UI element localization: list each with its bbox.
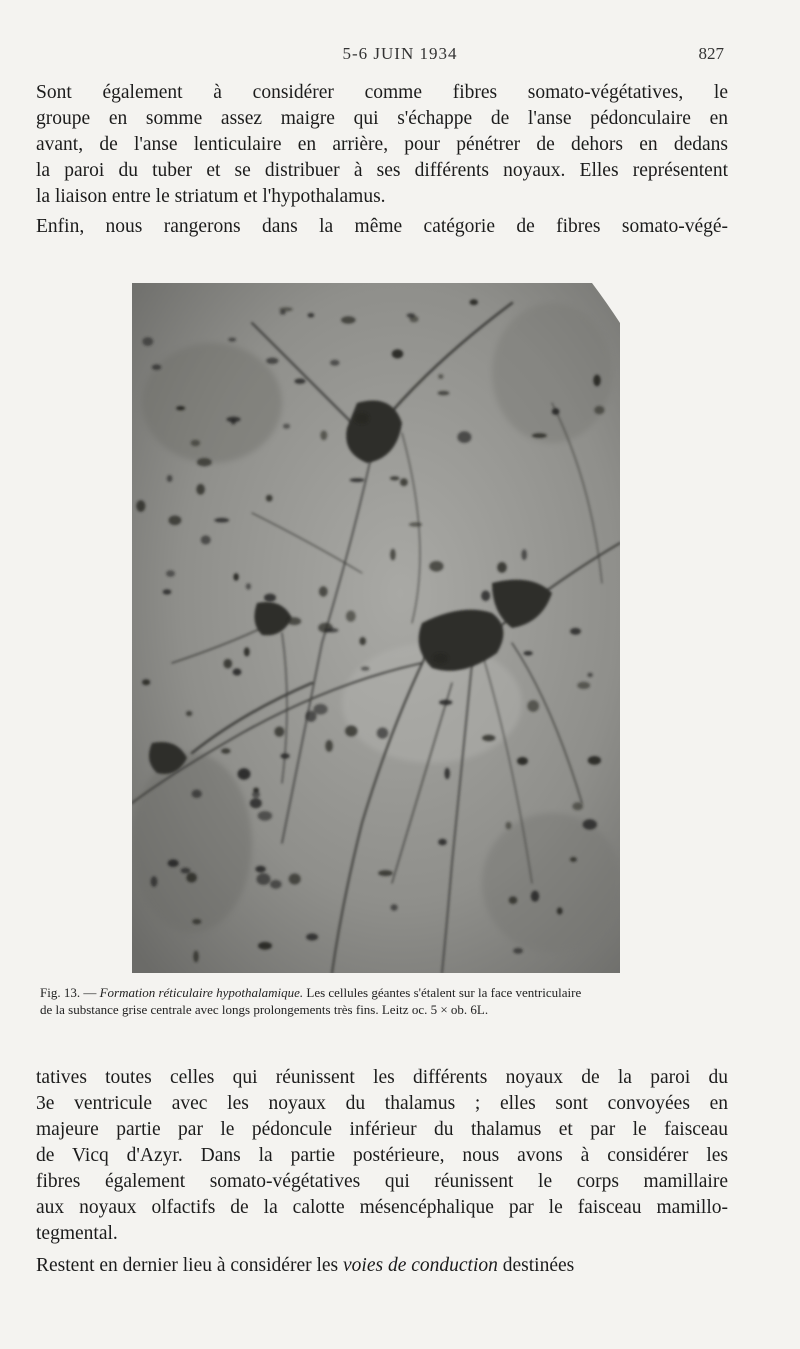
cell-nucleus: [319, 586, 328, 596]
cell-nucleus: [524, 651, 533, 656]
cell-nucleus: [228, 338, 236, 342]
cell-nucleus: [176, 406, 185, 410]
micrograph-image: [132, 283, 620, 973]
cell-nucleus: [361, 667, 369, 671]
cell-nucleus: [306, 933, 318, 940]
cell-nucleus: [193, 951, 198, 963]
cell-nucleus: [233, 573, 238, 581]
paragraph-1: [36, 80, 728, 210]
cell-nucleus: [224, 659, 233, 669]
cell-nucleus: [266, 495, 273, 502]
running-header: [0, 44, 800, 68]
cell-nucleus: [152, 364, 161, 370]
cell-nucleus: [588, 756, 601, 765]
cell-nucleus: [445, 768, 450, 779]
text-line: la liaison entre le striatum et l'hypothalamus.: [36, 186, 386, 207]
text-line: fibres également somato-végétatives qui réunissent le corps mamillaire: [36, 1171, 728, 1192]
cell-nucleus: [392, 349, 403, 358]
cell-nucleus: [350, 478, 365, 482]
micrograph-figure: [132, 283, 620, 973]
cell-nucleus: [570, 857, 577, 862]
cell-nucleus: [325, 740, 333, 752]
text-line: Sont également à considérer comme fibres somato-végétatives, le: [36, 82, 728, 103]
cell-nucleus: [438, 374, 443, 379]
cell-nucleus: [196, 484, 205, 495]
cell-nucleus: [531, 891, 539, 902]
cell-nucleus: [506, 822, 512, 830]
cell-nucleus: [470, 299, 478, 305]
cell-nucleus: [191, 440, 200, 446]
cell-nucleus: [192, 790, 202, 798]
cell-nucleus: [513, 948, 523, 954]
cell-nucleus: [168, 859, 179, 867]
cell-nucleus: [341, 316, 356, 323]
italic-term: voies de conduction: [343, 1255, 498, 1276]
cell-nucleus: [136, 500, 145, 512]
text-line: la paroi du tuber et se distribuer à ses différents noyaux. Elles représentent: [36, 160, 728, 181]
cell-nucleus: [169, 516, 182, 526]
cell-nucleus: [345, 726, 357, 737]
text-line: aux noyaux olfactifs de la calotte mésencéphalique par le faisceau mamillo-: [36, 1197, 728, 1218]
cell-nucleus: [252, 791, 260, 798]
cell-nucleus: [593, 375, 600, 387]
figure-label: Fig. 13. —: [40, 985, 97, 1000]
cell-nucleus: [438, 391, 450, 395]
cell-nucleus: [308, 313, 315, 318]
cell-nucleus: [509, 896, 518, 904]
cell-nucleus: [438, 839, 447, 846]
cell-nucleus: [497, 562, 507, 573]
text-line: [36, 1253, 728, 1279]
cell-nucleus: [289, 874, 301, 885]
cell-nucleus: [258, 811, 272, 821]
figure-title: Formation réticulaire hypothalamique.: [99, 985, 304, 1000]
cell-nucleus: [481, 591, 490, 602]
cell-nucleus: [295, 379, 306, 384]
cell-nucleus: [244, 647, 250, 656]
text-line: avant, de l'anse lenticulaire en arrière, pour pénétrer de dehors en dedans: [36, 134, 728, 155]
text-line: Enfin, nous rangerons dans la même catégorie de fibres somato-végé-: [36, 216, 728, 237]
header-date: 5-6 JUIN 1934: [342, 44, 458, 63]
cell-nucleus: [400, 478, 408, 486]
cell-nucleus: [167, 475, 173, 482]
caption-line-2: de la substance grise centrale avec longs prolongements très fins. Leitz oc. 5 × ob. 6L.: [40, 1002, 489, 1017]
cell-nucleus: [201, 535, 211, 544]
cell-nucleus: [313, 704, 327, 715]
cell-nucleus: [378, 870, 393, 876]
cell-nucleus: [238, 768, 251, 779]
cell-nucleus: [186, 711, 192, 716]
cell-nucleus: [264, 594, 276, 602]
cell-nucleus: [552, 408, 560, 415]
cell-nucleus: [359, 637, 366, 645]
caption-text-1: Les cellules géantes s'étalent sur la face ventriculaire: [306, 985, 582, 1000]
cell-nucleus: [439, 700, 452, 705]
cell-nucleus: [557, 907, 563, 914]
paragraph-2: [36, 214, 728, 240]
cell-nucleus: [181, 868, 191, 874]
cell-nucleus: [346, 611, 356, 622]
cell-nucleus: [255, 866, 265, 873]
text-line: 3e ventricule avec les noyaux du thalamus ; elles sont convoyées en: [36, 1093, 728, 1114]
page-number: 827: [698, 44, 724, 63]
cell-nucleus: [527, 700, 539, 712]
text-line: majeure partie par le pédoncule inférieur du thalamus et par le faisceau: [36, 1119, 728, 1140]
figure-caption: [40, 984, 740, 1018]
cell-nucleus: [258, 942, 272, 950]
cell-nucleus: [192, 919, 201, 924]
text-line: tegmental.: [36, 1223, 118, 1244]
caption-line-1: [40, 984, 740, 1001]
cell-nucleus: [142, 337, 153, 346]
cell-nucleus: [391, 904, 398, 910]
cell-nucleus: [583, 819, 597, 829]
cell-nucleus: [233, 668, 242, 675]
cell-nucleus: [221, 748, 230, 753]
cell-nucleus: [288, 617, 302, 625]
cell-nucleus: [532, 433, 547, 438]
cell-nucleus: [517, 757, 528, 765]
cell-nucleus: [409, 522, 422, 526]
text-run: destinées: [497, 1255, 575, 1276]
cell-nucleus: [197, 458, 212, 466]
cell-nucleus: [390, 549, 395, 561]
cell-nucleus: [577, 682, 590, 689]
cell-nucleus: [274, 727, 284, 737]
text-run: Restent en dernier lieu à considérer les: [36, 1255, 344, 1276]
text-line: tatives toutes celles qui réunissent les différents noyaux de la paroi du: [36, 1067, 728, 1088]
cell-nucleus: [257, 873, 271, 885]
cell-nucleus: [570, 628, 581, 635]
cell-nucleus: [214, 518, 229, 523]
cell-nucleus: [186, 873, 197, 883]
cell-nucleus: [318, 623, 333, 633]
cell-nucleus: [429, 561, 443, 572]
cell-nucleus: [227, 417, 241, 423]
cell-nucleus: [433, 653, 448, 663]
cell-nucleus: [266, 358, 278, 364]
text-line: de Vicq d'Azyr. Dans la partie postérieure, nous avons à considérer les: [36, 1145, 728, 1166]
cell-nucleus: [270, 880, 282, 889]
cell-nucleus: [142, 679, 150, 685]
paragraph-4: [36, 1253, 728, 1279]
cell-nucleus: [482, 735, 495, 741]
cell-nucleus: [280, 310, 286, 315]
cell-nucleus: [330, 360, 339, 366]
paragraph-3: [36, 1065, 728, 1247]
cell-nucleus: [246, 583, 251, 589]
text-line: groupe en somme assez maigre qui s'échappe de l'anse pédonculaire en: [36, 108, 728, 129]
cell-nucleus: [283, 424, 290, 429]
cell-nucleus: [281, 753, 290, 759]
cell-nucleus: [410, 316, 419, 323]
cell-nucleus: [377, 728, 388, 739]
cell-nucleus: [390, 476, 400, 480]
cell-nucleus: [457, 431, 471, 443]
cell-nucleus: [572, 802, 583, 810]
cell-nucleus: [587, 673, 592, 677]
cell-nucleus: [354, 413, 369, 424]
cell-nucleus: [320, 431, 327, 441]
cell-nucleus: [594, 406, 604, 414]
cell-nucleus: [522, 549, 527, 560]
cell-nucleus: [250, 798, 262, 808]
cell-nucleus: [163, 589, 172, 594]
cell-nucleus: [151, 876, 158, 887]
cell-nucleus: [166, 570, 175, 577]
